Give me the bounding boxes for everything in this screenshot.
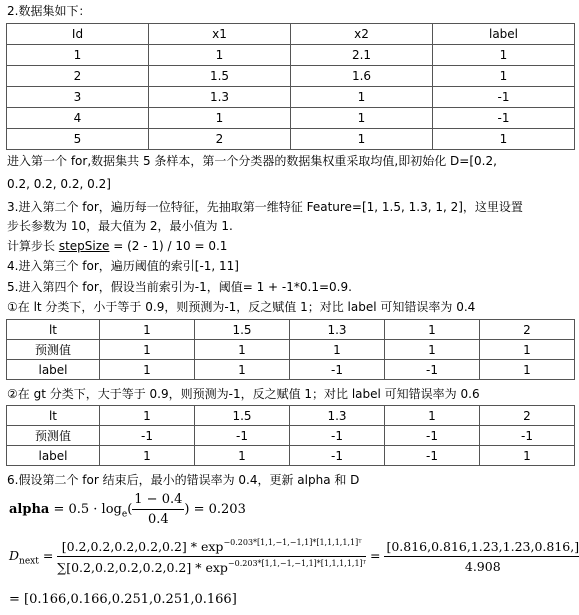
table-cell: 1 <box>100 340 195 360</box>
table-row <box>7 87 575 108</box>
sum-symbol: ∑ <box>57 560 67 575</box>
table-cell: lt <box>7 406 100 426</box>
header-cell: Id <box>7 24 149 45</box>
alpha-open: ( <box>127 502 133 517</box>
table-cell: 5 <box>7 129 149 150</box>
table-cell: 3 <box>7 87 149 108</box>
table-cell: -1 <box>100 426 195 446</box>
paragraph: ②在 gt 分类下，大于等于 0.9，则预测为-1，反之赋值 1；对比 label 可知错误率为 0.6 <box>7 387 480 401</box>
table-cell: 4 <box>7 108 149 129</box>
table-cell: 1 <box>433 129 575 150</box>
alpha-close: ) = 0.203 <box>184 502 246 517</box>
fraction-denominator: 4.908 <box>464 559 501 574</box>
alpha-fraction <box>132 492 184 527</box>
table-cell: -1 <box>290 360 385 380</box>
table-cell: 1 <box>149 108 291 129</box>
fraction-denominator: 0.4 <box>147 512 169 527</box>
table-cell: 1 <box>195 360 290 380</box>
paragraph: ①在 lt 分类下，小于等于 0.9，则预测为-1，反之赋值 1；对比 label 可知错误率为 0.4 <box>7 300 476 314</box>
table-cell: 1 <box>291 108 433 129</box>
table-cell: -1 <box>290 426 385 446</box>
table-row <box>7 129 575 150</box>
paragraph: 3.进入第二个 for，遍历每一位特征，先抽取第一维特征 Feature=[1, 1.5, 1.3, 1, 2]，这里设置 <box>7 200 523 214</box>
table-cell: -1 <box>433 87 575 108</box>
table-row <box>7 320 575 340</box>
table-cell: 1 <box>433 45 575 66</box>
table-cell: -1 <box>433 108 575 129</box>
fraction-denominator <box>57 557 366 575</box>
paragraph: 6.假设第二个 for 结束后，最小的错误率为 0.4，更新 alpha 和 D <box>7 473 360 487</box>
table-cell: 2.1 <box>291 45 433 66</box>
table-cell: lt <box>7 320 100 340</box>
table-cell: label <box>7 446 100 466</box>
table-cell: 1.3 <box>290 320 385 340</box>
table-cell: -1 <box>385 360 480 380</box>
table-cell: 2 <box>149 129 291 150</box>
table-row <box>7 406 575 426</box>
table-cell: 1 <box>291 129 433 150</box>
table-cell: 2 <box>480 406 575 426</box>
table-cell: 1 <box>149 45 291 66</box>
table-row <box>7 446 575 466</box>
step-variable: stepSize <box>58 239 110 253</box>
d-formula <box>9 538 579 575</box>
fraction-numerator <box>57 538 366 557</box>
table-cell: -1 <box>385 446 480 466</box>
table-cell: 1 <box>290 340 385 360</box>
table-cell: 1.3 <box>149 87 291 108</box>
table-cell: 2 <box>7 66 149 87</box>
table-cell: 2 <box>480 320 575 340</box>
table-row <box>7 66 575 87</box>
table-row <box>7 340 575 360</box>
paragraph: 0.2, 0.2, 0.2, 0.2] <box>7 177 111 191</box>
d-result-fraction <box>384 539 579 574</box>
table-cell: 1 <box>385 406 480 426</box>
table-cell: 1.5 <box>195 320 290 340</box>
table-cell: 1 <box>100 446 195 466</box>
table-cell: 预测值 <box>7 426 100 446</box>
table-cell: 1 <box>480 446 575 466</box>
header-cell: label <box>433 24 575 45</box>
lt-table <box>6 319 575 380</box>
table-cell: 1 <box>100 360 195 380</box>
table-cell: label <box>7 360 100 380</box>
table-cell: 1.5 <box>195 406 290 426</box>
d-fraction <box>57 538 366 575</box>
fraction-numerator: 1 − 0.4 <box>132 492 184 510</box>
table-cell: 1 <box>385 340 480 360</box>
d-eq2: = <box>366 548 385 563</box>
table-header-row <box>7 24 575 45</box>
table-cell: 1 <box>291 87 433 108</box>
table-cell: -1 <box>480 426 575 446</box>
table-cell: 1 <box>7 45 149 66</box>
step-formula: = (2 - 1) / 10 = 0.1 <box>109 239 228 253</box>
table-cell: 1 <box>100 320 195 340</box>
alpha-mid: = 0.5 · log <box>49 502 122 517</box>
d-lhs-sub: next <box>19 556 39 567</box>
header-cell: x1 <box>149 24 291 45</box>
paragraph: 5.进入第四个 for，假设当前索引为-1，阈值= 1 + -1*0.1=0.9. <box>7 280 352 294</box>
dataset-table <box>6 23 575 150</box>
gt-table <box>6 405 575 466</box>
table-cell: -1 <box>385 426 480 446</box>
numerator-vector: [0.2,0.2,0.2,0.2,0.2] * exp <box>61 539 224 554</box>
d-result: = [0.166,0.166,0.251,0.251,0.166] <box>9 592 237 607</box>
paragraph: 4.进入第三个 for，遍历阈值的索引[-1, 11] <box>7 259 239 273</box>
table-cell: 1.3 <box>290 406 385 426</box>
table-cell: -1 <box>290 446 385 466</box>
step-size-line <box>7 238 227 254</box>
table-cell: 1 <box>195 446 290 466</box>
header-cell: x2 <box>291 24 433 45</box>
table-cell: 预测值 <box>7 340 100 360</box>
table-row <box>7 45 575 66</box>
d-lhs: D <box>9 548 20 563</box>
log-base: e <box>121 509 128 520</box>
table-cell: 1 <box>195 340 290 360</box>
paragraph: 进入第一个 for,数据集共 5 条样本，第一个分类器的数据集权重采取均值,即初始化 D=[0.2, <box>7 154 497 168</box>
table-cell: -1 <box>195 426 290 446</box>
intro-text: 2.数据集如下： <box>7 4 91 18</box>
table-cell: 1.6 <box>291 66 433 87</box>
alpha-lhs: alpha <box>9 502 50 517</box>
table-row <box>7 108 575 129</box>
table-cell: 1 <box>100 406 195 426</box>
table-cell: 1 <box>480 360 575 380</box>
alpha-formula <box>9 492 246 527</box>
table-row <box>7 426 575 446</box>
table-cell: 1 <box>480 340 575 360</box>
denominator-exponent: −0.203*[1,1,−1,−1,1]*[1,1,1,1,1]ᵀ <box>227 559 367 568</box>
table-cell: 1 <box>433 66 575 87</box>
step-prefix: 计算步长 <box>7 239 59 253</box>
numerator-exponent: −0.203*[1,1,−1,−1,1]*[1,1,1,1,1]ᵀ <box>223 538 362 547</box>
table-cell: 1.5 <box>149 66 291 87</box>
table-cell: 1 <box>385 320 480 340</box>
fraction-numerator: [0.816,0.816,1.23,1.23,0.816,] <box>384 539 579 557</box>
denominator-vector: [0.2,0.2,0.2,0.2,0.2] * exp <box>66 560 228 575</box>
d-eq: = <box>38 548 58 563</box>
table-row <box>7 360 575 380</box>
paragraph: 步长参数为 10，最大值为 2，最小值为 1. <box>7 219 233 233</box>
